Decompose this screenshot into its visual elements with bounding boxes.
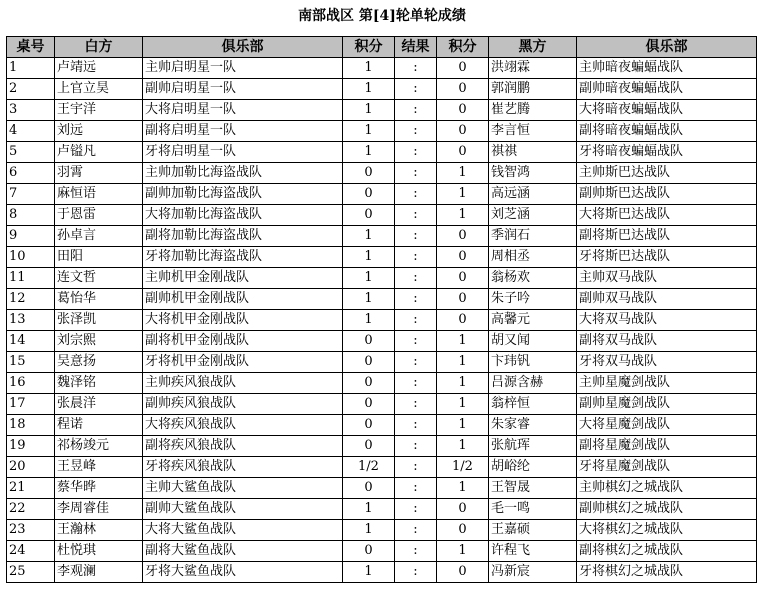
white-score-cell: 1 <box>343 100 395 121</box>
table-row <box>7 457 757 478</box>
white-player-cell: 卢镒凡 <box>55 142 143 163</box>
black-score-cell: 1 <box>437 163 489 184</box>
result-cell: : <box>395 268 437 289</box>
white-club-cell: 主帅机甲金刚战队 <box>143 268 343 289</box>
white-club-cell: 大将大鲨鱼战队 <box>143 520 343 541</box>
black-score-cell: 1 <box>437 415 489 436</box>
result-cell: : <box>395 436 437 457</box>
table-row <box>7 268 757 289</box>
table-row <box>7 184 757 205</box>
black-score-cell: 0 <box>437 100 489 121</box>
header-club-black: 俱乐部 <box>577 37 757 58</box>
header-table-no: 桌号 <box>7 37 55 58</box>
white-score-cell: 0 <box>343 436 395 457</box>
black-score-cell: 0 <box>437 142 489 163</box>
black-club-cell: 副将棋幻之城战队 <box>577 541 757 562</box>
black-club-cell: 主帅双马战队 <box>577 268 757 289</box>
white-club-cell: 牙将加勒比海盗战队 <box>143 247 343 268</box>
black-club-cell: 牙将星魔剑战队 <box>577 457 757 478</box>
black-score-cell: 1 <box>437 373 489 394</box>
black-score-cell: 0 <box>437 226 489 247</box>
white-player-cell: 于恩雷 <box>55 205 143 226</box>
black-player-cell: 季润石 <box>489 226 577 247</box>
table-no-cell: 6 <box>7 163 55 184</box>
table-row <box>7 310 757 331</box>
black-score-cell: 1 <box>437 352 489 373</box>
white-player-cell: 张晨洋 <box>55 394 143 415</box>
black-club-cell: 牙将双马战队 <box>577 352 757 373</box>
black-score-cell: 1/2 <box>437 457 489 478</box>
white-player-cell: 杜悦琪 <box>55 541 143 562</box>
black-club-cell: 副将斯巴达战队 <box>577 226 757 247</box>
results-table <box>6 36 757 583</box>
black-club-cell: 副帅星魔剑战队 <box>577 394 757 415</box>
result-cell: : <box>395 100 437 121</box>
black-club-cell: 牙将暗夜蝙蝠战队 <box>577 142 757 163</box>
black-club-cell: 大将棋幻之城战队 <box>577 520 757 541</box>
result-cell: : <box>395 562 437 583</box>
black-player-cell: 李言恒 <box>489 121 577 142</box>
black-player-cell: 钱智鸿 <box>489 163 577 184</box>
table-row <box>7 520 757 541</box>
table-no-cell: 14 <box>7 331 55 352</box>
black-player-cell: 祺祺 <box>489 142 577 163</box>
table-row <box>7 499 757 520</box>
white-player-cell: 刘宗熙 <box>55 331 143 352</box>
white-score-cell: 0 <box>343 478 395 499</box>
black-score-cell: 0 <box>437 562 489 583</box>
white-club-cell: 主帅加勒比海盗战队 <box>143 163 343 184</box>
white-club-cell: 副将启明星一队 <box>143 121 343 142</box>
black-club-cell: 副帅双马战队 <box>577 289 757 310</box>
black-player-cell: 王嘉硕 <box>489 520 577 541</box>
black-player-cell: 毛一鸣 <box>489 499 577 520</box>
header-club-white: 俱乐部 <box>143 37 343 58</box>
table-row <box>7 121 757 142</box>
table-row <box>7 352 757 373</box>
table-row <box>7 394 757 415</box>
result-cell: : <box>395 478 437 499</box>
black-player-cell: 胡峪纶 <box>489 457 577 478</box>
black-player-cell: 周相丞 <box>489 247 577 268</box>
table-row <box>7 415 757 436</box>
black-club-cell: 牙将棋幻之城战队 <box>577 562 757 583</box>
result-cell: : <box>395 226 437 247</box>
black-player-cell: 许程飞 <box>489 541 577 562</box>
black-player-cell: 吕源含赫 <box>489 373 577 394</box>
black-club-cell: 大将星魔剑战队 <box>577 415 757 436</box>
table-no-cell: 10 <box>7 247 55 268</box>
table-no-cell: 12 <box>7 289 55 310</box>
white-club-cell: 大将机甲金刚战队 <box>143 310 343 331</box>
black-score-cell: 1 <box>437 331 489 352</box>
table-row <box>7 58 757 79</box>
white-club-cell: 副将疾风狼战队 <box>143 436 343 457</box>
black-score-cell: 1 <box>437 541 489 562</box>
table-no-cell: 5 <box>7 142 55 163</box>
white-club-cell: 副将机甲金刚战队 <box>143 331 343 352</box>
table-no-cell: 3 <box>7 100 55 121</box>
black-player-cell: 王智晟 <box>489 478 577 499</box>
black-club-cell: 主帅棋幻之城战队 <box>577 478 757 499</box>
white-score-cell: 1 <box>343 562 395 583</box>
black-club-cell: 大将双马战队 <box>577 310 757 331</box>
white-club-cell: 牙将机甲金刚战队 <box>143 352 343 373</box>
black-club-cell: 副将星魔剑战队 <box>577 436 757 457</box>
header-row <box>7 37 757 58</box>
white-player-cell: 葛怡华 <box>55 289 143 310</box>
black-club-cell: 主帅暗夜蝙蝠战队 <box>577 58 757 79</box>
white-score-cell: 1 <box>343 121 395 142</box>
table-row <box>7 163 757 184</box>
white-score-cell: 1 <box>343 58 395 79</box>
white-score-cell: 0 <box>343 331 395 352</box>
black-player-cell: 高馨元 <box>489 310 577 331</box>
white-player-cell: 王昱峰 <box>55 457 143 478</box>
black-score-cell: 1 <box>437 205 489 226</box>
result-cell: : <box>395 457 437 478</box>
white-score-cell: 0 <box>343 352 395 373</box>
black-club-cell: 副帅斯巴达战队 <box>577 184 757 205</box>
result-cell: : <box>395 394 437 415</box>
black-club-cell: 副帅棋幻之城战队 <box>577 499 757 520</box>
black-score-cell: 0 <box>437 247 489 268</box>
white-club-cell: 牙将启明星一队 <box>143 142 343 163</box>
white-player-cell: 羽霄 <box>55 163 143 184</box>
white-club-cell: 大将启明星一队 <box>143 100 343 121</box>
header-score-white: 积分 <box>343 37 395 58</box>
black-player-cell: 冯新宸 <box>489 562 577 583</box>
black-score-cell: 1 <box>437 394 489 415</box>
result-cell: : <box>395 331 437 352</box>
white-score-cell: 1 <box>343 226 395 247</box>
table-row <box>7 562 757 583</box>
table-row <box>7 373 757 394</box>
black-score-cell: 0 <box>437 310 489 331</box>
table-row <box>7 226 757 247</box>
white-player-cell: 王宇洋 <box>55 100 143 121</box>
white-player-cell: 连文哲 <box>55 268 143 289</box>
table-no-cell: 9 <box>7 226 55 247</box>
black-club-cell: 副将双马战队 <box>577 331 757 352</box>
black-player-cell: 郭润鹏 <box>489 79 577 100</box>
table-row <box>7 205 757 226</box>
white-score-cell: 1 <box>343 142 395 163</box>
table-no-cell: 15 <box>7 352 55 373</box>
white-club-cell: 副将大鲨鱼战队 <box>143 541 343 562</box>
table-no-cell: 4 <box>7 121 55 142</box>
white-score-cell: 1 <box>343 247 395 268</box>
white-player-cell: 孙卓言 <box>55 226 143 247</box>
white-club-cell: 副帅疾风狼战队 <box>143 394 343 415</box>
result-cell: : <box>395 499 437 520</box>
table-no-cell: 16 <box>7 373 55 394</box>
result-cell: : <box>395 289 437 310</box>
result-cell: : <box>395 79 437 100</box>
result-cell: : <box>395 184 437 205</box>
table-no-cell: 23 <box>7 520 55 541</box>
black-club-cell: 副帅暗夜蝙蝠战队 <box>577 79 757 100</box>
result-cell: : <box>395 163 437 184</box>
table-no-cell: 1 <box>7 58 55 79</box>
table-row <box>7 79 757 100</box>
header-result: 结果 <box>395 37 437 58</box>
white-player-cell: 吴意扬 <box>55 352 143 373</box>
white-club-cell: 牙将大鲨鱼战队 <box>143 562 343 583</box>
table-row <box>7 289 757 310</box>
result-cell: : <box>395 352 437 373</box>
table-no-cell: 8 <box>7 205 55 226</box>
black-club-cell: 副将暗夜蝙蝠战队 <box>577 121 757 142</box>
black-score-cell: 0 <box>437 520 489 541</box>
black-club-cell: 大将暗夜蝙蝠战队 <box>577 100 757 121</box>
white-player-cell: 蔡华晔 <box>55 478 143 499</box>
page-title: 南部战区 第[4]轮单轮成绩 <box>298 8 466 24</box>
black-player-cell: 朱子吟 <box>489 289 577 310</box>
black-score-cell: 0 <box>437 58 489 79</box>
white-club-cell: 副帅机甲金刚战队 <box>143 289 343 310</box>
table-no-cell: 17 <box>7 394 55 415</box>
white-club-cell: 副将加勒比海盗战队 <box>143 226 343 247</box>
table-row <box>7 142 757 163</box>
table-row <box>7 331 757 352</box>
white-club-cell: 牙将疾风狼战队 <box>143 457 343 478</box>
white-club-cell: 主帅大鲨鱼战队 <box>143 478 343 499</box>
table-row <box>7 436 757 457</box>
black-player-cell: 胡又闻 <box>489 331 577 352</box>
white-score-cell: 1 <box>343 268 395 289</box>
black-player-cell: 崔艺腾 <box>489 100 577 121</box>
result-cell: : <box>395 373 437 394</box>
black-score-cell: 1 <box>437 184 489 205</box>
table-no-cell: 22 <box>7 499 55 520</box>
table-row <box>7 247 757 268</box>
white-club-cell: 副帅大鲨鱼战队 <box>143 499 343 520</box>
white-club-cell: 主帅启明星一队 <box>143 58 343 79</box>
header-white: 白方 <box>55 37 143 58</box>
white-score-cell: 1 <box>343 499 395 520</box>
black-player-cell: 刘芝涵 <box>489 205 577 226</box>
black-score-cell: 0 <box>437 121 489 142</box>
white-score-cell: 0 <box>343 205 395 226</box>
table-row <box>7 478 757 499</box>
white-player-cell: 祁杨竣元 <box>55 436 143 457</box>
result-cell: : <box>395 205 437 226</box>
white-score-cell: 1 <box>343 310 395 331</box>
white-player-cell: 卢靖远 <box>55 58 143 79</box>
black-club-cell: 牙将斯巴达战队 <box>577 247 757 268</box>
white-player-cell: 田阳 <box>55 247 143 268</box>
white-player-cell: 李观澜 <box>55 562 143 583</box>
table-no-cell: 11 <box>7 268 55 289</box>
table-no-cell: 24 <box>7 541 55 562</box>
white-player-cell: 程诺 <box>55 415 143 436</box>
white-score-cell: 0 <box>343 541 395 562</box>
table-no-cell: 7 <box>7 184 55 205</box>
white-club-cell: 大将疾风狼战队 <box>143 415 343 436</box>
white-club-cell: 大将加勒比海盗战队 <box>143 205 343 226</box>
black-score-cell: 1 <box>437 436 489 457</box>
result-cell: : <box>395 520 437 541</box>
header-black: 黑方 <box>489 37 577 58</box>
black-player-cell: 卞玮钒 <box>489 352 577 373</box>
white-player-cell: 张泽凯 <box>55 310 143 331</box>
white-player-cell: 麻恒语 <box>55 184 143 205</box>
white-score-cell: 1 <box>343 520 395 541</box>
white-club-cell: 主帅疾风狼战队 <box>143 373 343 394</box>
black-club-cell: 主帅星魔剑战队 <box>577 373 757 394</box>
result-cell: : <box>395 541 437 562</box>
result-cell: : <box>395 142 437 163</box>
black-score-cell: 1 <box>437 478 489 499</box>
table-row <box>7 100 757 121</box>
table-no-cell: 19 <box>7 436 55 457</box>
table-no-cell: 20 <box>7 457 55 478</box>
white-score-cell: 1 <box>343 79 395 100</box>
black-score-cell: 0 <box>437 289 489 310</box>
table-no-cell: 2 <box>7 79 55 100</box>
black-player-cell: 张航珲 <box>489 436 577 457</box>
white-score-cell: 0 <box>343 184 395 205</box>
result-cell: : <box>395 121 437 142</box>
white-score-cell: 0 <box>343 373 395 394</box>
white-club-cell: 副帅加勒比海盗战队 <box>143 184 343 205</box>
black-score-cell: 0 <box>437 79 489 100</box>
white-score-cell: 0 <box>343 163 395 184</box>
white-player-cell: 魏泽铭 <box>55 373 143 394</box>
white-score-cell: 1 <box>343 289 395 310</box>
white-score-cell: 0 <box>343 394 395 415</box>
black-club-cell: 主帅斯巴达战队 <box>577 163 757 184</box>
result-cell: : <box>395 415 437 436</box>
black-player-cell: 洪翊霖 <box>489 58 577 79</box>
result-cell: : <box>395 310 437 331</box>
black-player-cell: 翁杨欢 <box>489 268 577 289</box>
table-no-cell: 21 <box>7 478 55 499</box>
white-club-cell: 副帅启明星一队 <box>143 79 343 100</box>
header-score-black: 积分 <box>437 37 489 58</box>
white-player-cell: 王瀚林 <box>55 520 143 541</box>
black-player-cell: 高远涵 <box>489 184 577 205</box>
black-player-cell: 朱家睿 <box>489 415 577 436</box>
black-score-cell: 0 <box>437 499 489 520</box>
result-cell: : <box>395 247 437 268</box>
table-no-cell: 25 <box>7 562 55 583</box>
black-club-cell: 大将斯巴达战队 <box>577 205 757 226</box>
white-player-cell: 李周睿佳 <box>55 499 143 520</box>
table-no-cell: 18 <box>7 415 55 436</box>
white-score-cell: 1/2 <box>343 457 395 478</box>
white-player-cell: 刘远 <box>55 121 143 142</box>
table-no-cell: 13 <box>7 310 55 331</box>
white-score-cell: 0 <box>343 415 395 436</box>
white-player-cell: 上官立昊 <box>55 79 143 100</box>
result-cell: : <box>395 58 437 79</box>
table-row <box>7 541 757 562</box>
black-score-cell: 0 <box>437 268 489 289</box>
black-player-cell: 翁梓恒 <box>489 394 577 415</box>
